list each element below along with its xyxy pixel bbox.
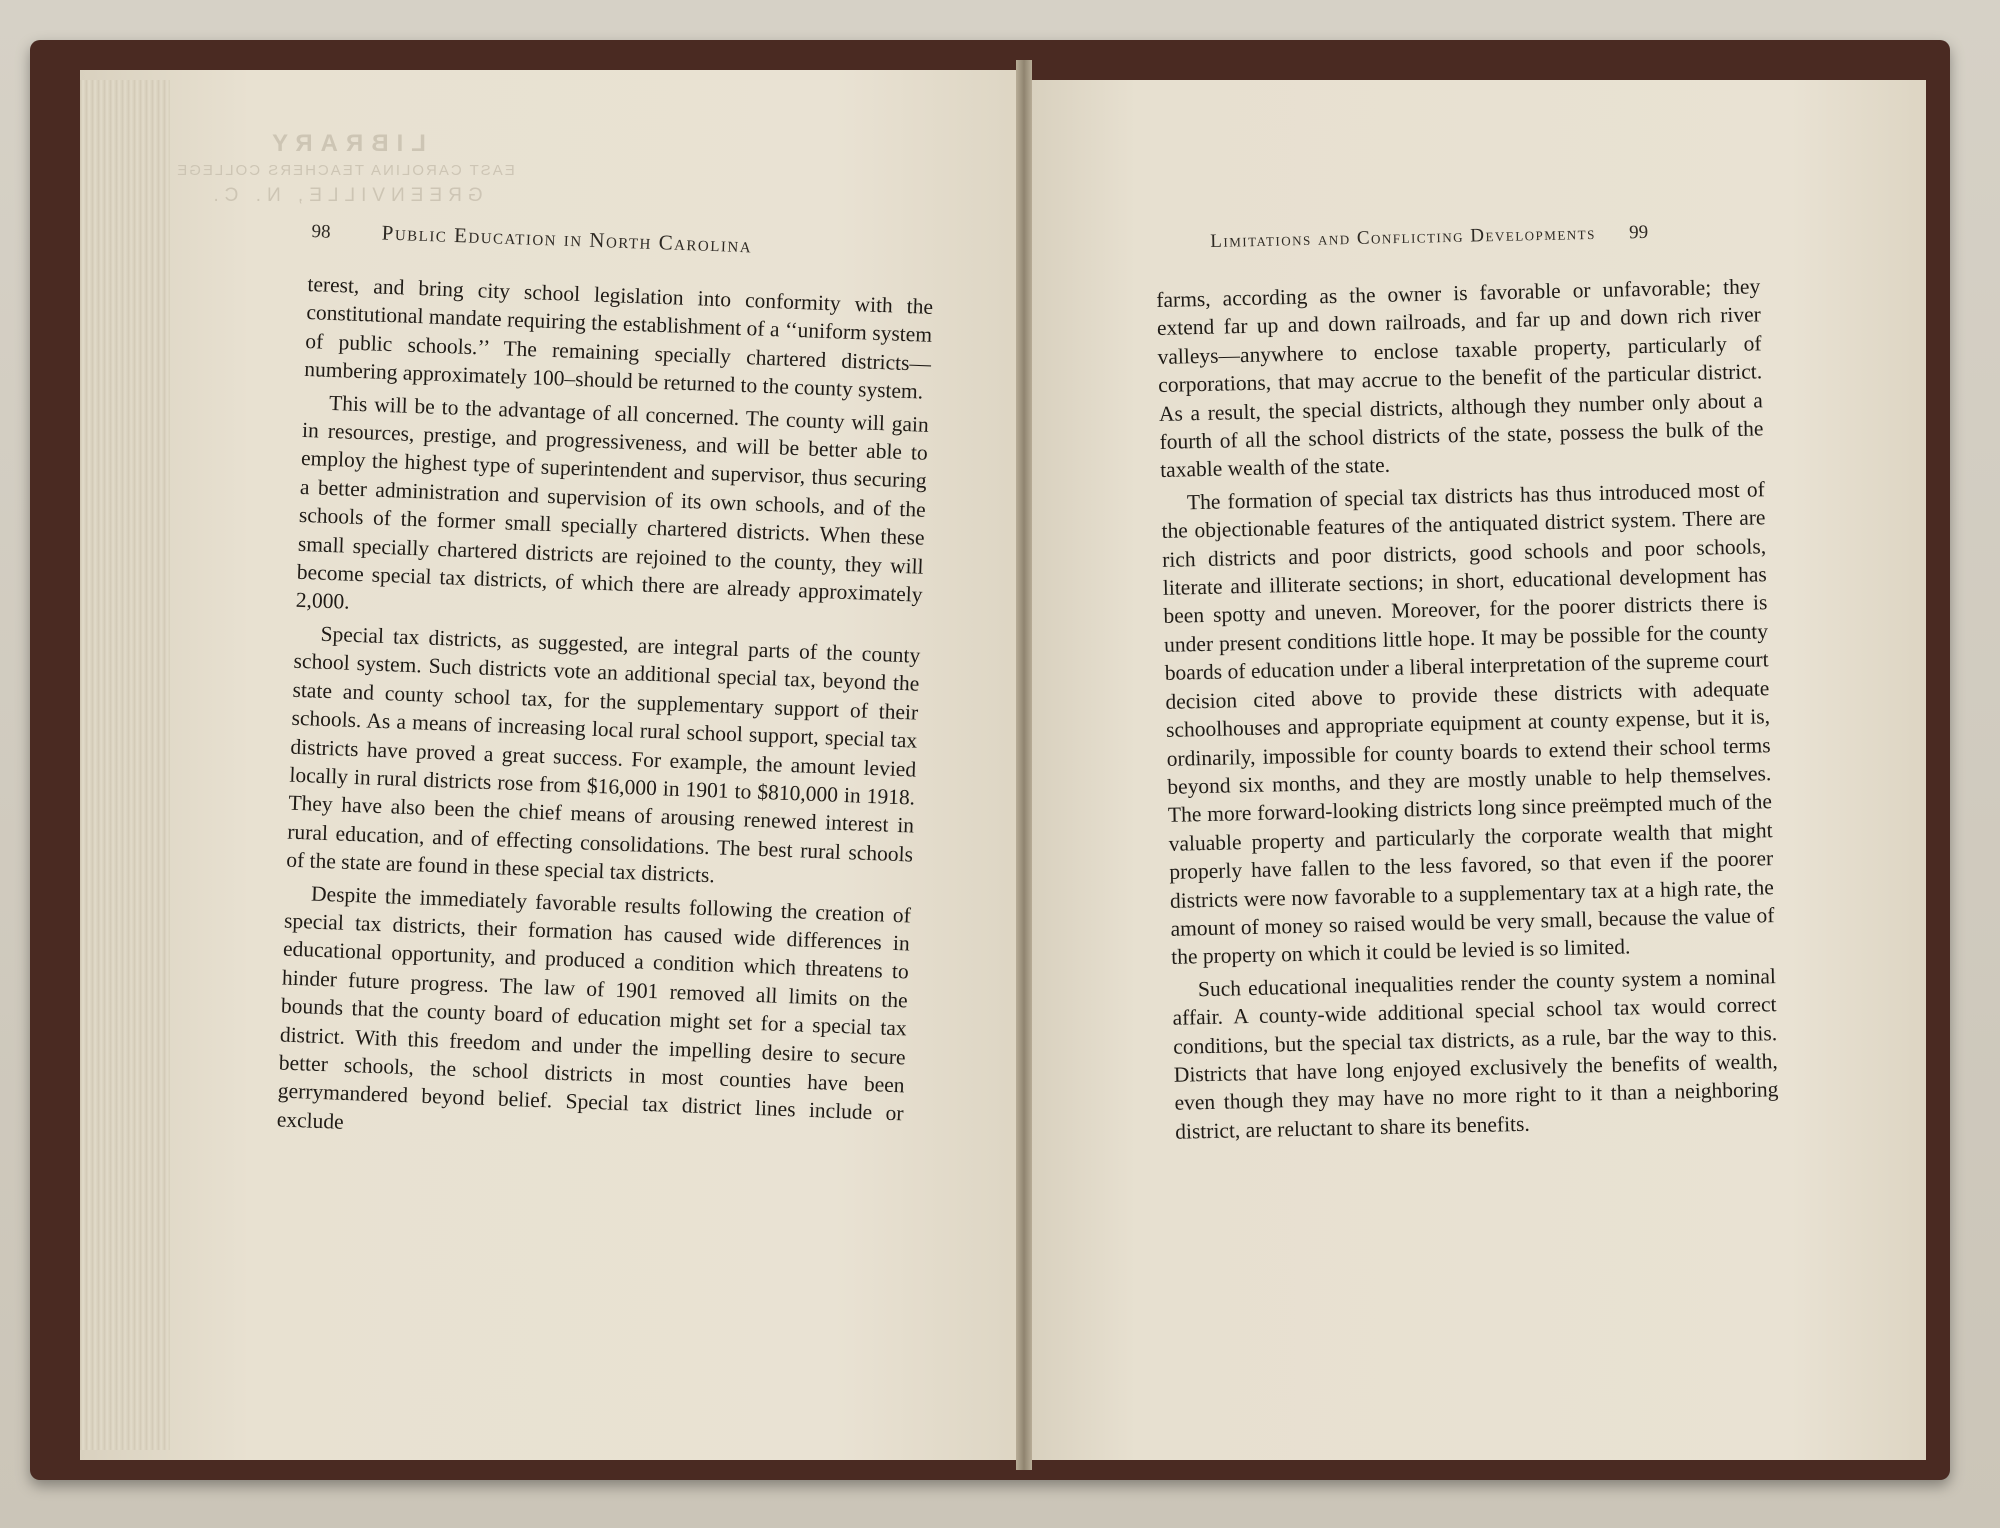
left-running-head bbox=[311, 218, 752, 258]
right-page bbox=[1028, 80, 1926, 1460]
right-paragraph-3: Such educational inequalities render the county system a nominal affair. A county-wide additional special school tax would correct conditions, but the special tax districts, as a rule, bar the way to this. Districts that have long enjoyed exclusively the benefits of wealth, even though they may have no more right to it than a neighboring district, are reluctant to share its benefits. bbox=[1172, 963, 1779, 1144]
left-paragraph-1: terest, and bring city school legislation into conformity with the constitutional mandate requiring the establishment of a ‘‘uniform system of public schools.’’ The remaining specially chartered districts—numbering approximately 100–should be returned to the county system. bbox=[303, 271, 934, 404]
left-page-number: 98 bbox=[311, 220, 331, 243]
book-gutter bbox=[1016, 60, 1032, 1470]
right-running-title: Limitations and Conflicting Developments bbox=[1210, 222, 1597, 252]
library-stamp bbox=[150, 130, 540, 207]
right-page-number: 99 bbox=[1628, 221, 1649, 244]
left-page-body bbox=[276, 270, 933, 1161]
right-paragraph-1: farms, according as the owner is favorable or unfavorable; they extend far up and down railroads, and far up and down rich river valleys—anywhere to enclose taxable property, particularly of corporations, that may accrue to the benefit of the particular district. As a result, the special districts, although they number only about a fourth of all the school districts of the state, possess the bulk of the taxable wealth of the state. bbox=[1156, 274, 1764, 483]
right-running-head bbox=[1210, 219, 1648, 253]
stamp-line-2: EAST CAROLINA TEACHERS COLLEGE bbox=[175, 162, 515, 179]
stamp-line-1: LIBRARY bbox=[264, 130, 426, 157]
page-edges bbox=[80, 80, 170, 1450]
left-running-title: Public Education in North Carolina bbox=[381, 220, 753, 258]
left-paragraph-4: Despite the immediately favorable results following the creation of special tax districts, their formation has caused wide differences in educational opportunity, and produced a condition which threatens to hinder future progress. The law of 1901 removed all limits on the bounds that the county board of education might set for a special tax district. With this freedom and under the impelling desire to secure better schools, the school districts in most counties have been gerrymandered beyond belief. Special tax district lines include or exclude bbox=[276, 881, 912, 1134]
right-paragraph-2: The formation of special tax districts has thus introduced most of the objectionable features of the antiquated district system. There are rich districts and poor districts, good schools and poor schools, literate and illiterate sections; in short, educational development has been spotty and uneven. Moreover, for the poorer districts there is under present conditions little hope. It may be possible for the county boards of education under a liberal interpretation of the supreme court decision cited above to provide these districts with adequate schoolhouses and appropriate equipment at county expense, but it is, ordinarily, impossible for county boards to extend their school terms beyond six months, and they are mostly unable to help themselves. The more forward-looking districts long since preëmpted much of the valuable property and particularly the corporate wealth that might properly have fallen to the less favored, so that even if the poorer districts were now favorable to a supplementary tax at a high rate, the amount of money so raised would be very small, because the value of the property on which it could be levied is so limited. bbox=[1161, 477, 1775, 970]
left-page bbox=[80, 70, 1024, 1460]
right-page-body bbox=[1156, 272, 1779, 1150]
stamp-line-3: GREENVILLE, N. C. bbox=[207, 185, 483, 206]
left-paragraph-3: Special tax districts, as suggested, are integral parts of the county school system. Such districts vote an additional special tax, beyond the state and county school tax, for the supplementary support of their schools. As a means of increasing local rural school support, special tax districts have proved a great success. For example, the amount levied locally in rural districts rose from $16,000 in 1901 to $810,000 in 1918. They have also been the chief means of arousing renewed interest in rural education, and of effecting consolidations. The best rural schools of the state are found in these special tax districts. bbox=[285, 621, 921, 888]
left-paragraph-2: This will be to the advantage of all concerned. The county will gain in resources, prestige, and progressiveness, and will be better able to employ the highest type of superintendent and supervisor, thus securing a better administration and supervision of its own schools, and of the schools of the former small specially chartered districts. When these small specially chartered districts are rejoined to the county, they will become special tax districts, of which there are already approximately 2,000. bbox=[295, 390, 930, 615]
